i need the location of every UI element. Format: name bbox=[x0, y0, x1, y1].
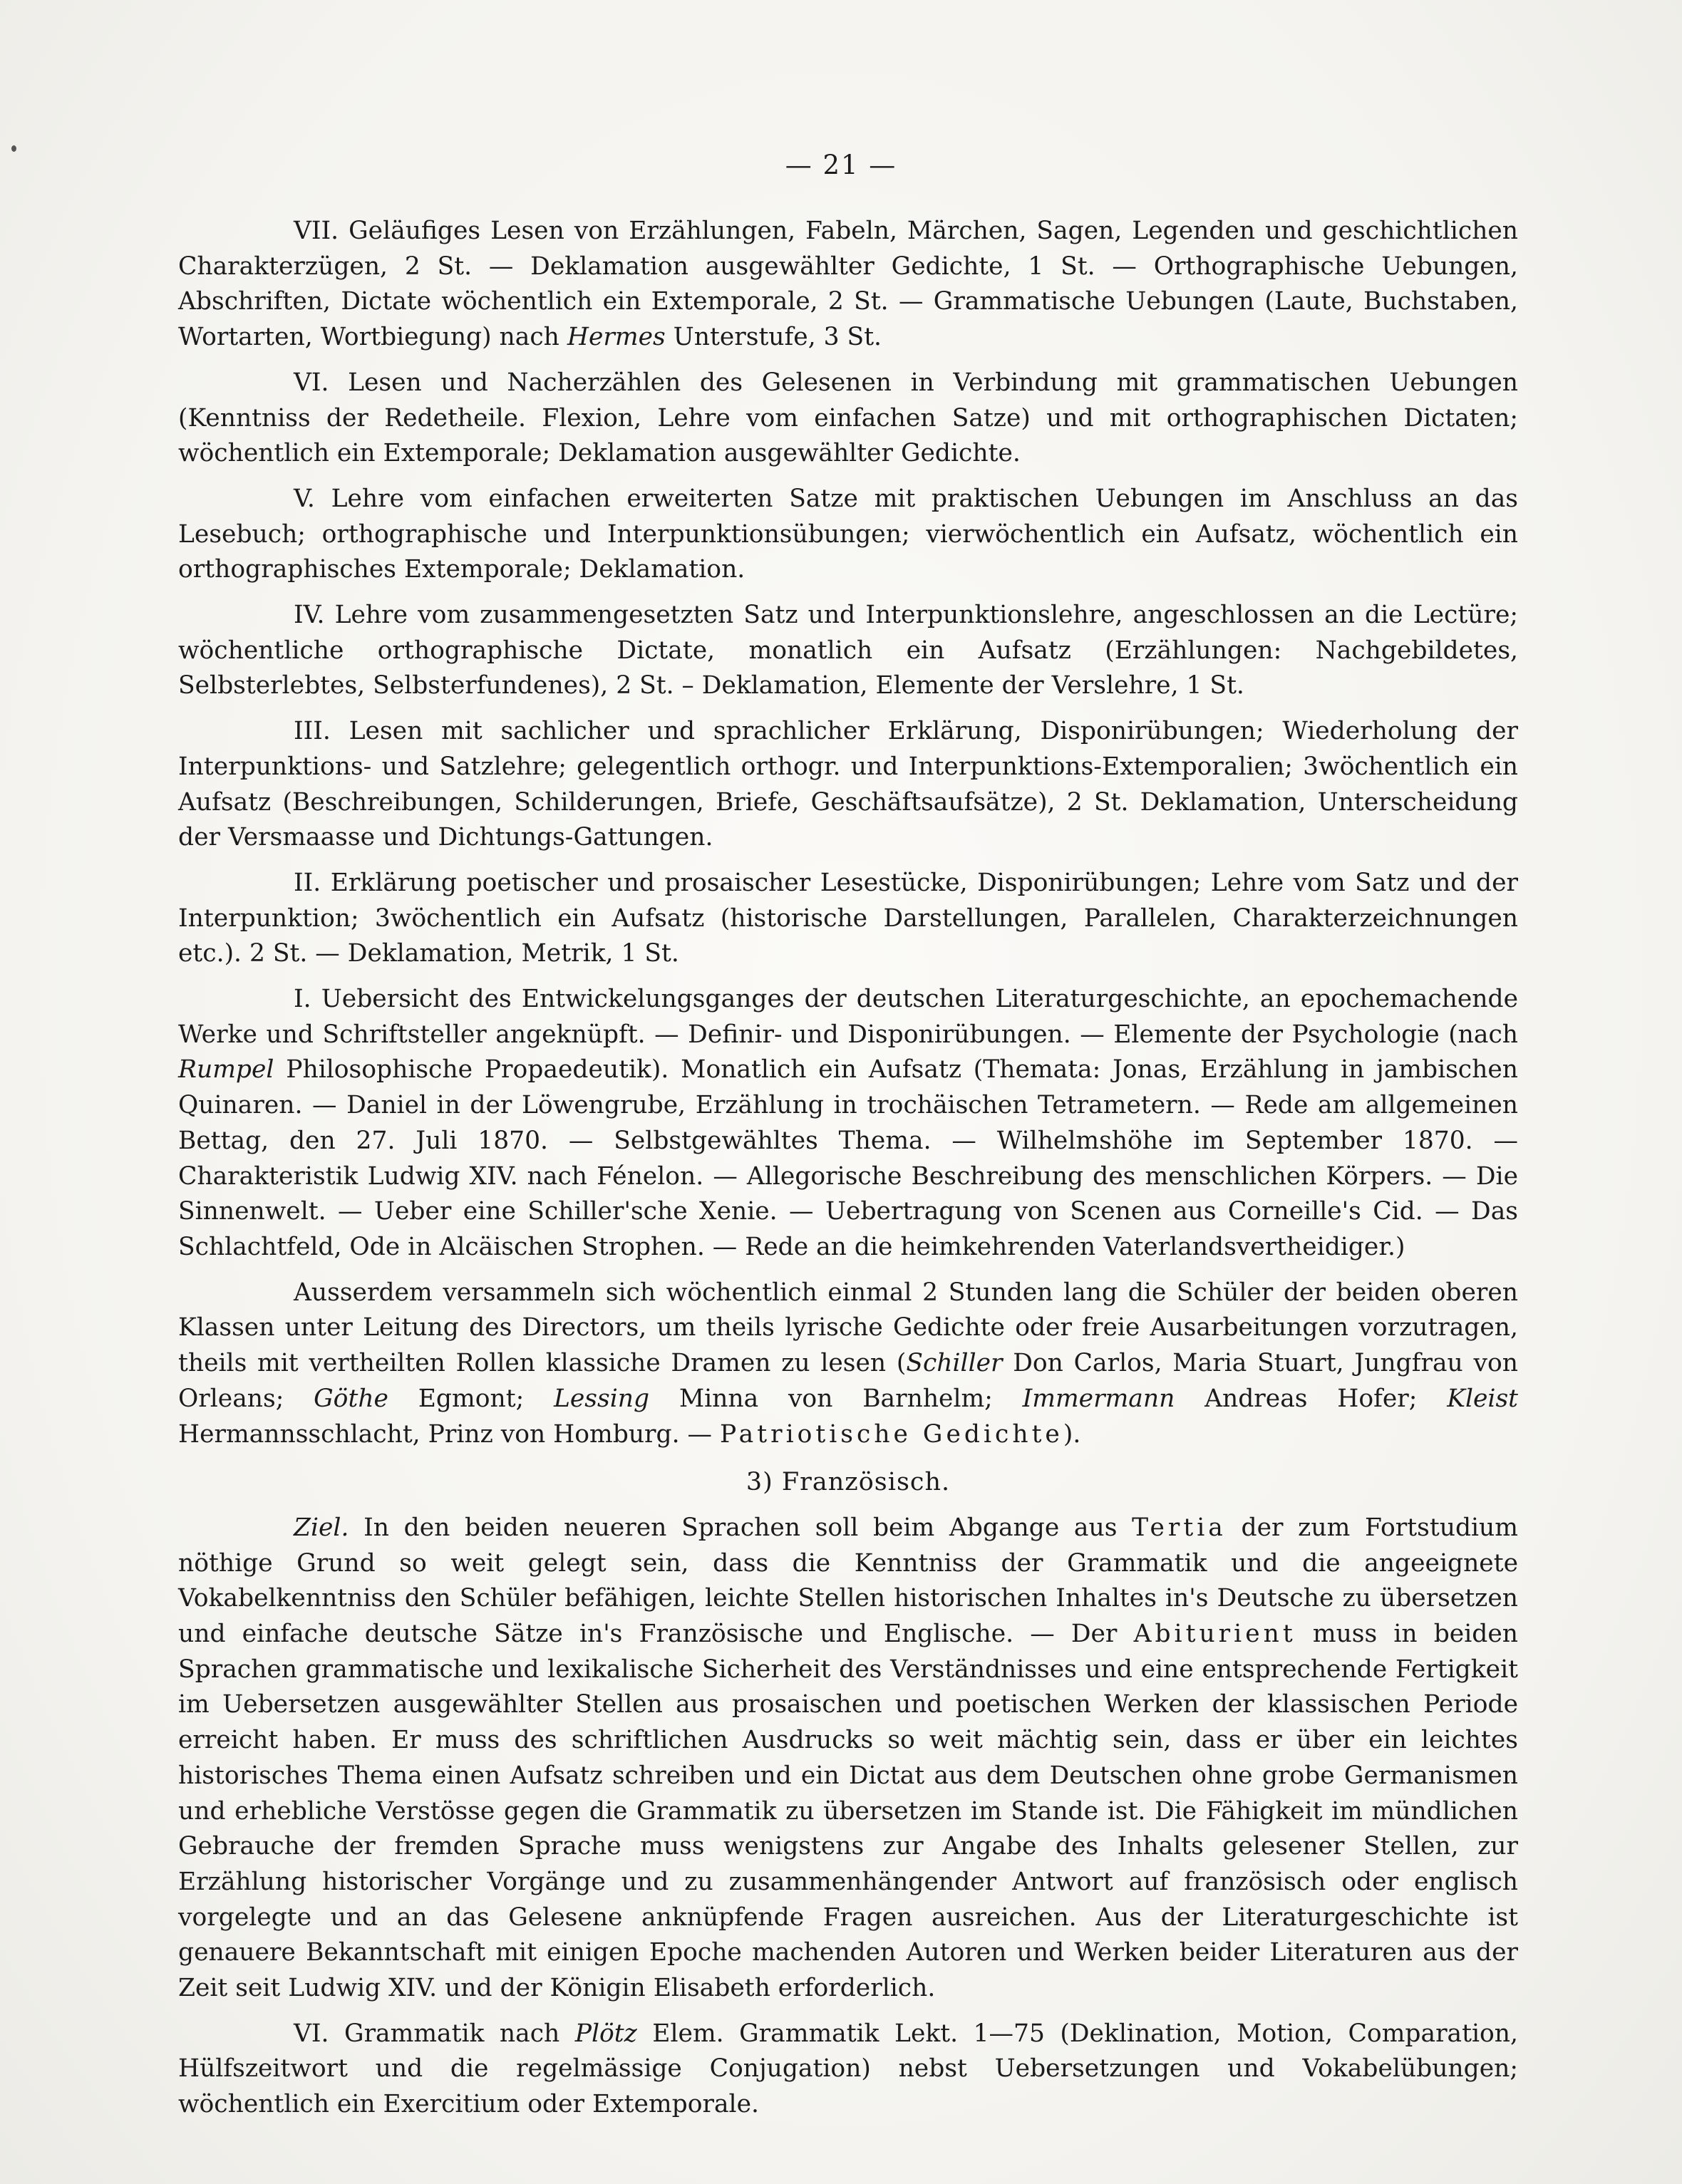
author-kleist: Kleist bbox=[1447, 1384, 1519, 1413]
paragraph-class-i: I. Uebersicht des Entwickelungsganges der deutschen Literaturgeschichte, an epochemachende Werke und Schriftsteller angeknüpft. — Definir- und Disponirübungen. — Elemente der Psychologie (nach Rumpel Philosophische Propaedeutik). Monatlich ein Aufsatz (Themata: Jonas, Erzählung in jambischen Quinaren. — Daniel in der Löwengrube, Erzählung in trochäischen Tetrametern. — Rede am allgemeinen Bettag, den 27. Juli 1870. — Selbstgewähltes Thema. — Wilhelmshöhe im September 1870. — Charakteristik Ludwig XIV. nach Fénelon. — Allegorische Beschreibung des menschlichen Körpers. — Die Sinnenwelt. — Ueber eine Schiller'sche Xenie. — Uebertragung von Scenen aus Corneille's Cid. — Das Schlachtfeld, Ode in Alcäischen Strophen. — Rede an die heimkehrenden Vaterlandsvertheidiger.) bbox=[178, 985, 1518, 1261]
paragraph-class-iv: IV. Lehre vom zusammengesetzten Satz und Interpunktionslehre, angeschlossen an die Lectüre; wöchentliche orthographische Dictate, monatlich ein Aufsatz (Erzählungen: Nachgebildetes, Selbsterlebtes, Selbsterfundenes), 2 St. – Deklamation, Elemente der Verslehre, 1 St. bbox=[178, 601, 1518, 700]
paragraph-class-v: V. Lehre vom einfachen erweiterten Satze mit praktischen Uebungen im Anschluss an das Lesebuch; orthographische und Interpunktionsübungen; vierwöchentlich ein Aufsatz, wöchentlich ein orthographisches Extemporale; Deklamation. bbox=[178, 484, 1518, 584]
spaced-tertia: Tertia bbox=[1132, 1513, 1227, 1542]
paragraph-class-iii: III. Lesen mit sachlicher und sprachlicher Erklärung, Disponirübungen; Wiederholung der Interpunktions- und Satzlehre; gelegentlich orthogr. und Interpunktions-Extemporalien; 3wöchentlich ein Aufsatz (Beschreibungen, Schilderungen, Briefe, Geschäftsaufsätze), 2 St. Deklamation, Unterscheidung der Versmaasse und Dichtungs-Gattungen. bbox=[178, 717, 1518, 852]
ziel-label: Ziel. bbox=[294, 1513, 349, 1542]
author-rumpel: Rumpel bbox=[178, 1055, 274, 1085]
paragraph-ausserdem: Ausserdem versammeln sich wöchentlich einmal 2 Stunden lang die Schüler der beiden oberen Klassen unter Leitung des Directors, um theils lyrische Gedichte oder freie Ausarbeitungen vorzutragen, theils mit vertheilten Rollen klassiche Dramen zu lesen (Schiller Don Carlos, Maria Stuart, Jungfrau von Orleans; Göthe Egmont; Lessing Minna von Barnhelm; Immermann Andreas Hofer; Kleist Hermannsschlacht, Prinz von Homburg. — Patriotische Gedichte). bbox=[178, 1278, 1519, 1449]
author-schiller: Schiller bbox=[906, 1349, 1003, 1378]
paragraph-class-vii: VII. Geläufiges Lesen von Erzählungen, Fabeln, Märchen, Sagen, Legenden und geschichtlichen Charakterzügen, 2 St. — Deklamation ausgewählter Gedichte, 1 St. — Orthographische Uebungen, Abschriften, Dictate wöchentlich ein Extemporale, 2 St. — Grammatische Uebungen (Laute, Buchstaben, Wortarten, Wortbiegung) nach Hermes Unterstufe, 3 St. bbox=[178, 217, 1518, 352]
author-lessing: Lessing bbox=[553, 1384, 650, 1413]
author-goethe: Göthe bbox=[314, 1384, 388, 1413]
paragraph-ziel: Ziel. In den beiden neueren Sprachen soll beim Abgange aus Tertia der zum Fortstudium nöthige Grund so weit gelegt sein, dass die Kenntniss der Grammatik und die angeeignete Vokabelkenntniss den Schüler befähigen, leichte Stellen historischen Inhaltes in's Deutsche zu übersetzen und einfache deutsche Sätze in's Französische und Englische. — Der Abiturient muss in beiden Sprachen grammatische und lexikalische Sicherheit des Verständnisses und eine entsprechende Fertigkeit im Uebersetzen ausgewählter Stellen aus prosaischen und poetischen Werken der klassischen Periode erreicht haben. Er muss des schriftlichen Ausdrucks so weit mächtig sein, dass er über ein leichtes historisches Thema einen Aufsatz schreiben und ein Dictat aus dem Deutschen ohne grobe Germanismen und erhebliche Verstösse gegen die Grammatik zu übersetzen im Stande ist. Die Fähigkeit im mündlichen Gebrauche der fremden Sprache muss wenigstens zur Angabe des Inhalts gelesener Stellen, zur Erzählung historischer Vorgänge und zu zusammenhängender Antwort auf französisch oder englisch vorgelegte und an das Gelesene anknüpfende Fragen ausreichen. Aus der Literaturgeschichte ist genauere Bekanntschaft mit einigen Epoche machenden Autoren und Werken beider Literaturen aus der Zeit seit Ludwig XIV. und der Königin Elisabeth erforderlich. bbox=[178, 1513, 1518, 2003]
body-text bbox=[178, 214, 1518, 2123]
section-heading-franzoesisch: 3) Französisch. bbox=[745, 1468, 951, 1497]
author-immermann: Immermann bbox=[1022, 1384, 1175, 1413]
paragraph-class-ii: II. Erklärung poetischer und prosaischer Lesestücke, Disponirübungen; Lehre vom Satz und der Interpunktion; 3wöchentlich ein Aufsatz (historische Darstellungen, Parallelen, Charakterzeichnungen etc.). 2 St. — Deklamation, Metrik, 1 St. bbox=[178, 868, 1518, 968]
paragraph-class-vi: VI. Lesen und Nacherzählen des Gelesenen in Verbindung mit grammatischen Uebungen (Kenntniss der Redetheile. Flexion, Lehre vom einfachen Satze) und mit orthographischen Dictaten; wöchentlich ein Extemporale; Deklamation ausgewählter Gedichte. bbox=[178, 368, 1518, 468]
page-number: — 21 — bbox=[785, 150, 897, 180]
paragraph-franz-class-vi: VI. Grammatik nach Plötz Elem. Grammatik Lekt. 1—75 (Deklination, Motion, Comparation, Hülfszeitwort und die regelmässige Conjugation) nebst Uebersetzungen und Vokabelübungen; wöchentlich ein Exercitium oder Extemporale. bbox=[178, 2019, 1518, 2119]
spaced-patriotische: Patriotische Gedichte bbox=[720, 1419, 1063, 1449]
spaced-abiturient: Abiturient bbox=[1133, 1620, 1296, 1649]
author-hermes: Hermes bbox=[567, 323, 666, 352]
author-ploetz: Plötz bbox=[574, 2019, 637, 2048]
